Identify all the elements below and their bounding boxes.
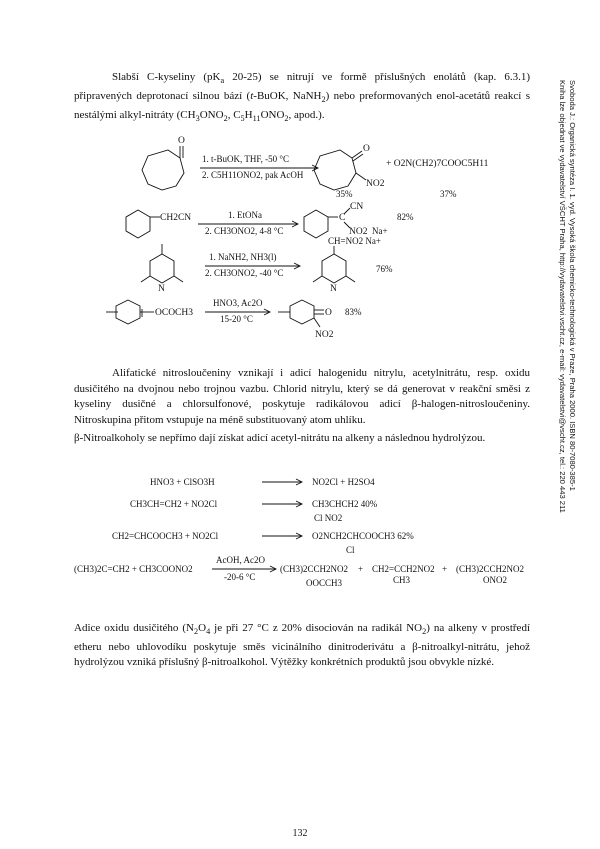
r4-nitro: NO2 [315, 330, 334, 340]
r3-cond2: 2. CH3ONO2, -40 °C [205, 268, 284, 278]
r3-yield: 76% [376, 264, 393, 274]
nitroalcohol-paragraph: β-Nitroalkoholy se nepřímo dají získat adicí acetyl-nitrátu na alkeny a následnou hydrolýzou. [74, 432, 486, 444]
e4-product-2: CH2=CCH2NO2 [372, 564, 435, 574]
e4-product-1: (CH3)2CCH2NO2 [280, 564, 349, 574]
sidebar-citation: Svoboda J.: Organická syntéza I. 1. vyd. Vysoká škola chemicko-technologická v Praze, Praha 2000. ISBN 80-7080-385-1 [568, 80, 577, 491]
e4-product-3: (CH3)2CCH2NO2 [456, 564, 525, 574]
r2-yield: 82% [397, 212, 414, 222]
r1-cond1: 1. t-BuOK, THF, -50 °C [202, 154, 289, 164]
nitryl-paragraph: Alifatické nitrosloučeniny vznikají i adicí halogenidu nitrylu, acetylnitrátu, resp. oxidu dusičitého na dvojnou nebo trojnou vazbu. Chlorid nitrylu, který se dá generovat v reakční směsi z kyseliny dusičné a chlorsulfonové, poskytuje radikálovou adicí β-halogen-nitrosloučeniny. Nitroskupina přitom vstupuje na méně substituovaný atom uhlíku. [74, 367, 530, 426]
r2-sodium: Na+ [372, 226, 388, 236]
r1-prod-nitro: NO2 [366, 179, 385, 189]
r2-cyano: CN [350, 202, 364, 212]
equation-3 [112, 531, 414, 555]
e4-product-3-sub: ONO2 [483, 575, 507, 585]
benzene-ring-2 [304, 210, 328, 238]
e3-right: O2NCH2CHCOOCH3 62% [312, 531, 414, 541]
e2-right: CH3CHCH2 40% [312, 499, 378, 509]
reaction-4 [106, 298, 362, 340]
r1-prod-oxygen: O [363, 144, 370, 154]
r2-nitro: NO2 [349, 227, 368, 237]
n2o4-paragraph: Adice oxidu dusičitého ($N_2O_4$ je při 27 °C z 20% disociován na radikál $NO_2$) na alkeny v prostředí etheru nebo uhlovodíku poskytuje směs vicinálního dinitroderivátu a β-nitroalkyl-nitrátu, jehož hydrolýzou vzniká příslušný β-nitroalkohol. Výtěžky konkrétních produktů jsou obvykle nízké. [74, 622, 530, 669]
reaction-1 [142, 136, 489, 199]
e4-product-2-sub: CH3 [393, 575, 411, 585]
reaction-3 [141, 236, 393, 294]
e4-cond2: -20-6 °C [224, 572, 256, 582]
r2-cond2: 2. CH3ONO2, 4-8 °C [205, 226, 284, 236]
r4-cond2: 15-20 °C [220, 314, 253, 324]
r1-side-product: + O2N(CH2)7COOC5H11 [386, 159, 489, 169]
reaction-2 [126, 202, 414, 238]
e4-plus-1: + [358, 564, 364, 574]
cyclooctanone-ring [142, 150, 184, 190]
r3-cond1: 1. NaNH2, NH3(l) [209, 252, 277, 262]
e3-substituent: Cl [346, 545, 355, 555]
e4-left: (CH3)2C=CH2 + CH3COONO2 [74, 564, 193, 574]
e4-product-1-sub: OOCCH3 [306, 578, 343, 588]
r2-carbon: C [339, 213, 346, 223]
r1-yield-1: 35% [336, 189, 353, 199]
e1-left: HNO3 + ClSO3H [150, 477, 215, 487]
cyclohexene-ring [116, 300, 140, 324]
e2-substituents: Cl NO2 [314, 513, 343, 523]
r3-top-group: CH=NO2 Na+ [328, 236, 381, 246]
r2-cond1: 1. EtONa [228, 210, 262, 220]
r4-substrate: OCOCH3 [155, 308, 194, 318]
r3-nitrogen-1: N [158, 284, 165, 294]
e4-plus-2: + [442, 564, 448, 574]
page-number: 132 [292, 828, 308, 839]
equation-1 [150, 477, 375, 487]
r1-yield-2: 37% [440, 189, 457, 199]
pyridine-ring-1 [150, 254, 174, 283]
r2-substrate: CH2CN [160, 213, 192, 223]
nitro-cyclooctanone-ring [314, 150, 356, 190]
e2-left: CH3CH=CH2 + NO2Cl [130, 499, 218, 509]
nitro-cyclohexanone-ring [290, 300, 314, 324]
r4-oxygen: O [325, 308, 332, 318]
equation-2 [130, 499, 378, 523]
equation-4 [74, 555, 524, 588]
e4-cond1: AcOH, Ac2O [216, 555, 265, 565]
r3-nitrogen-2: N [330, 284, 337, 294]
r1-oxygen: O [178, 136, 185, 146]
benzene-ring-1 [126, 210, 150, 238]
r4-cond1: HNO3, Ac2O [213, 298, 263, 308]
r1-cond2: 2. C5H11ONO2, pak AcOH [202, 170, 304, 180]
pyridine-ring-2 [322, 254, 346, 283]
sidebar-contact: Kniha lze objednat ve vydavatelství VŠCHT Praha, http://vydavatelstvi.vscht.cz, e-mail: vydavatelstvi@vscht.cz, tel.: 220 443 211 [558, 80, 567, 513]
intro-paragraph: Slabší C-kyseliny ($pK_a$ 20-25) se nitrují ve formě příslušných enolátů (kap. 6.3.1) připravených deprotonací silnou bází (t-BuOK, NaNH$_2$) nebo preformovaných enol-acetátů reakcí s nestálými alkyl-nitráty ($CH_3ONO_2$, $C_5H_{11}ONO_2$, apod.). [74, 71, 530, 123]
e3-left: CH2=CHCOOCH3 + NO2Cl [112, 531, 219, 541]
r4-yield: 83% [345, 307, 362, 317]
e1-right: NO2Cl + H2SO4 [312, 477, 375, 487]
